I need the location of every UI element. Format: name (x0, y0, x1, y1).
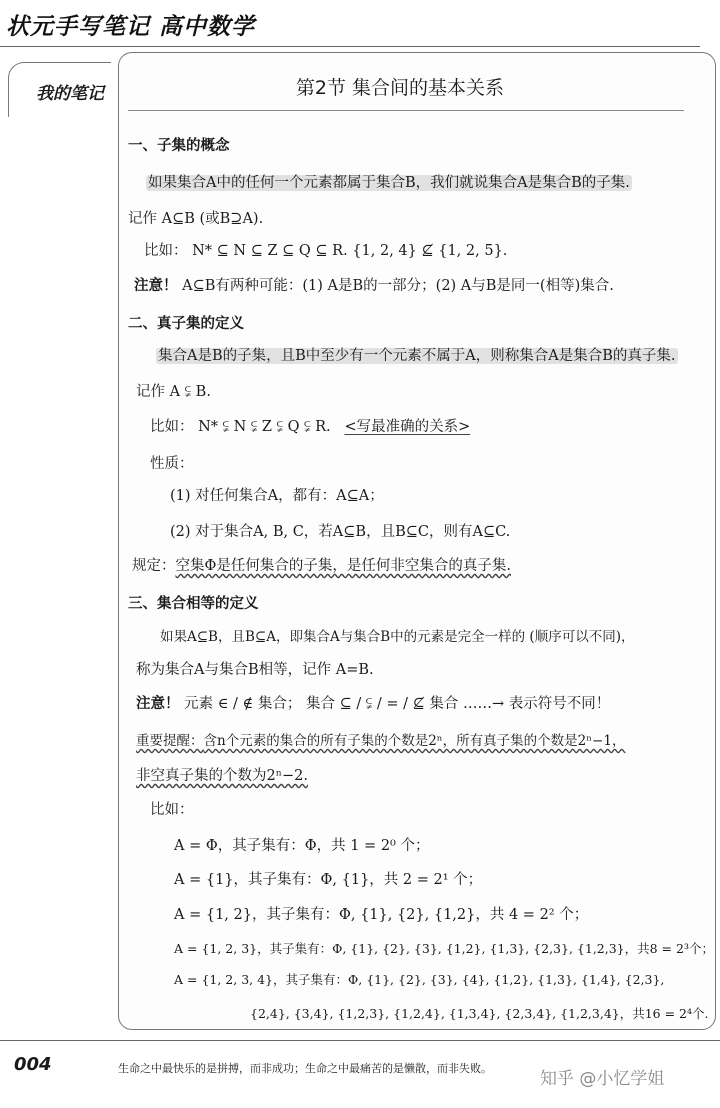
section2-example: 比如： N* ⫋ N ⫋ Z ⫋ Q ⫋ R. <写最准确的关系> (150, 419, 471, 435)
header-rule (0, 46, 700, 47)
footer-quote: 生命之中最快乐的是拼搏，而非成功；生命之中最痛苦的是懒散，而非失败。 (118, 1062, 492, 1075)
important-tip: 重要提醒：含n个元素的集合的所有子集的个数是2ⁿ，所有真子集的个数是2ⁿ−1， (136, 733, 626, 749)
example-line: A = {1, 2}，其子集有：Φ, {1}, {2}, {1,2}，共 4 = 2² 个； (174, 907, 589, 923)
section1-paragraph2: 记作 A⊆B (或B⊇A). (128, 211, 264, 227)
property-2: (2) 对于集合A, B, C，若A⊆B，且B⊆C，则有A⊆C. (170, 524, 511, 540)
example-line: A = {1, 2, 3}，其子集有：Φ, {1}, {2}, {3}, {1,2}, {1,3}, {2,3}, {1,2,3}，共8 = 2³个； (174, 941, 714, 956)
section1-note: 注意！ A⊆B有两种可能：(1) A是B的一部分；(2) A与B是同一(相等)集合. (134, 277, 614, 294)
section2-paragraph1: 集合A是B的子集，且B中至少有一个元素不属于A，则称集合A是集合B的真子集. (158, 348, 676, 364)
property-1: (1) 对任何集合A，都有：A⊆A； (170, 488, 384, 504)
example-line: A = Φ，其子集有：Φ，共 1 = 2⁰ 个； (174, 838, 430, 854)
section3-note: 注意！ 元素 ∈ / ∉ 集合； 集合 ⊆ / ⫋ / = / ⊈ 集合 ……→ 表示符号不同！ (136, 695, 611, 712)
section1-example: 比如： N* ⊆ N ⊆ Z ⊆ Q ⊆ R. {1, 2, 4} ⊈ {1, 2, 5}. (144, 243, 508, 259)
book-title: 状元手写笔记 高中数学 (6, 14, 256, 40)
section2-heading: 二、真子集的定义 (128, 316, 244, 332)
section2-paragraph2: 记作 A ⫋ B. (136, 384, 211, 400)
page-title: 第2节 集合间的基本关系 (295, 77, 505, 99)
convention-rule: 规定：空集Φ是任何集合的子集，是任何非空集合的真子集. (132, 558, 511, 574)
example-line: {2,4}, {3,4}, {1,2,3}, {1,2,4}, {1,3,4}, {2,3,4}, {1,2,3,4}，共16 = 2⁴个. (250, 1006, 709, 1021)
section3-heading: 三、集合相等的定义 (128, 596, 259, 612)
page-number: 004 (14, 1054, 52, 1075)
section3-paragraph1: 如果A⊆B，且B⊆A，即集合A与集合B中的元素是完全一样的 (顺序可以不同)， (160, 629, 635, 645)
properties-label: 性质： (150, 456, 194, 472)
example-line: A = {1}，其子集有：Φ, {1}，共 2 = 2¹ 个； (174, 872, 483, 888)
watermark: 知乎 @小忆学姐 (540, 1069, 665, 1089)
examples-label: 比如： (150, 802, 194, 818)
important-tip-cont: 非空真子集的个数为2ⁿ−2. (136, 768, 308, 784)
footer-rule (0, 1040, 720, 1041)
section3-paragraph2: 称为集合A与集合B相等，记作 A=B. (136, 662, 374, 678)
section1-heading: 一、子集的概念 (128, 138, 230, 154)
example-line: A = {1, 2, 3, 4}，其子集有：Φ, {1}, {2}, {3}, {4}, {1,2}, {1,3}, {1,4}, {2,3}, (174, 972, 665, 987)
section1-paragraph1: 如果集合A中的任何一个元素都属于集合B，我们就说集合A是集合B的子集. (148, 175, 630, 191)
notes-tab-label: 我的笔记 (36, 84, 104, 104)
